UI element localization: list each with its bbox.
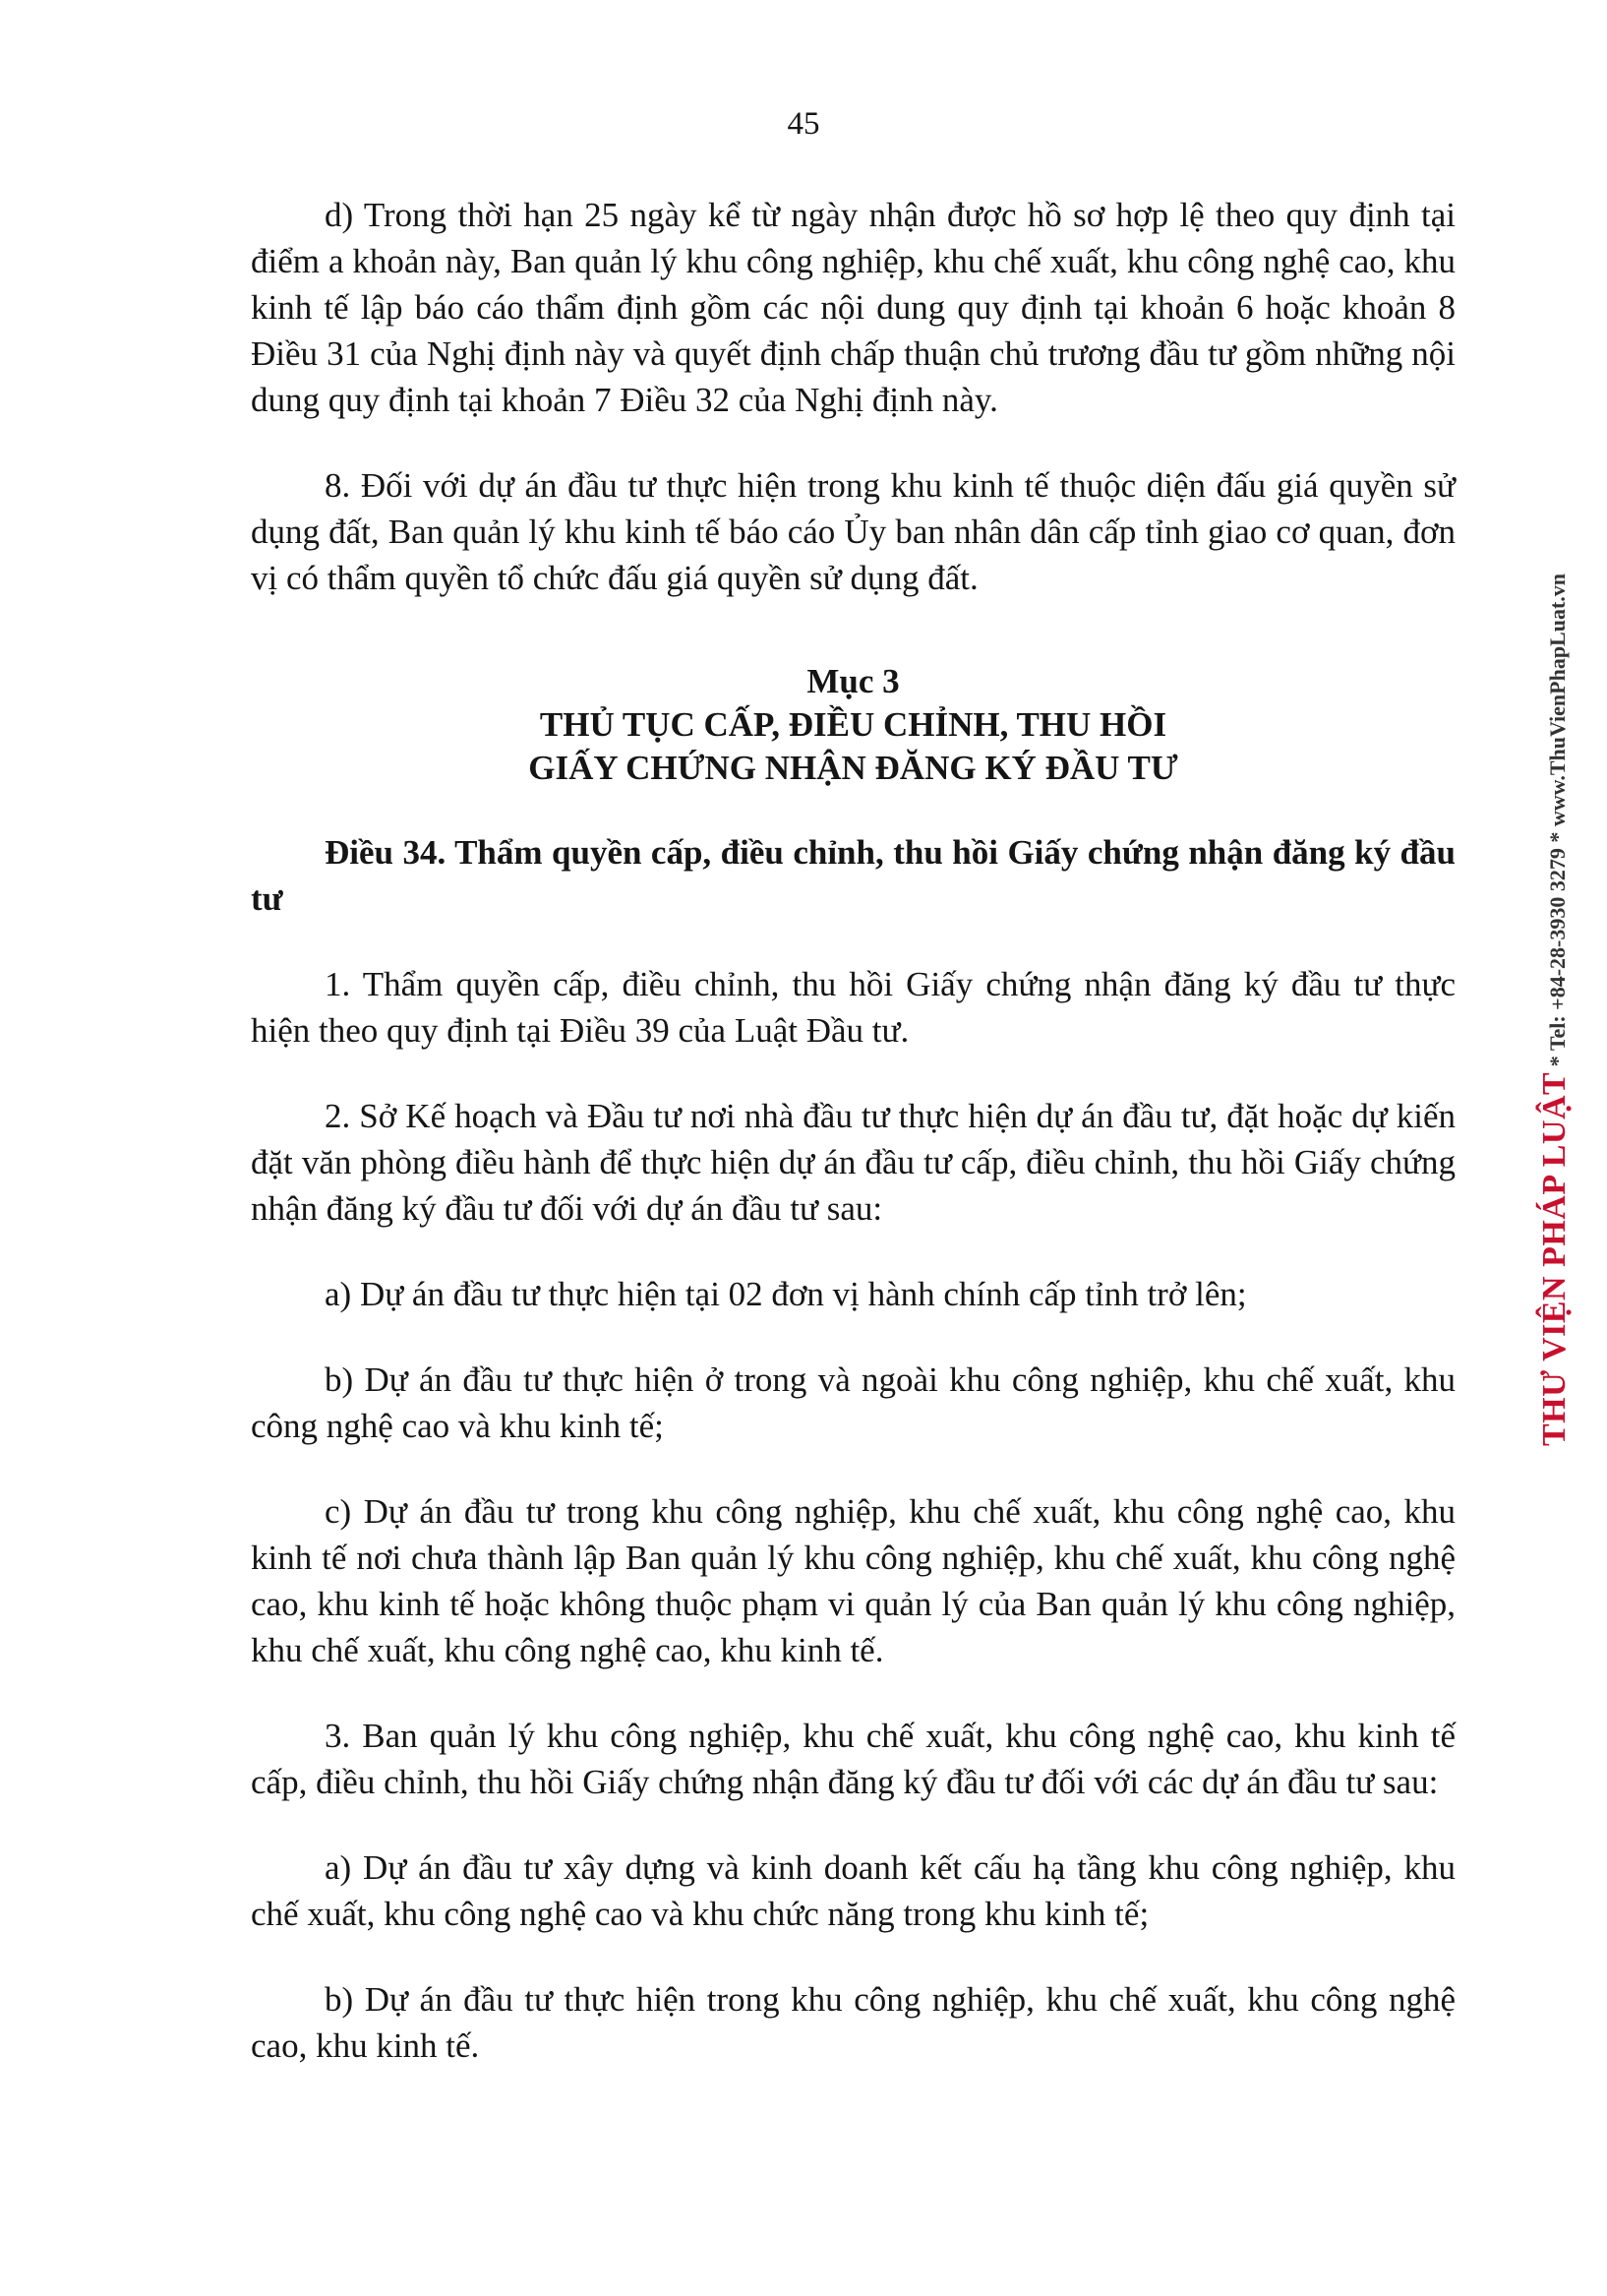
paragraph-2c: c) Dự án đầu tư trong khu công nghiệp, khu chế xuất, khu công nghệ cao, khu kinh tế nơi chưa thành lập Ban quản lý khu công nghiệp, khu chế xuất, khu công nghệ cao, khu kinh tế hoặc không thuộc phạm vi quản lý của Ban quản lý khu công nghiệp, khu chế xuất, khu công nghệ cao, khu kinh tế. (251, 1492, 1456, 1669)
paragraph-2: 2. Sở Kế hoạch và Đầu tư nơi nhà đầu tư thực hiện dự án đầu tư, đặt hoặc dự kiến đặt văn phòng điều hành để thực hiện dự án đầu tư cấp, điều chỉnh, thu hồi Giấy chứng nhận đăng ký đầu tư đối với dự án đầu tư sau: (251, 1097, 1456, 1228)
paragraph-1: 1. Thẩm quyền cấp, điều chỉnh, thu hồi Giấy chứng nhận đăng ký đầu tư thực hiện theo quy định tại Điều 39 của Luật Đầu tư. (251, 965, 1456, 1050)
watermark-contact: * Tel: +84-28-3930 3279 * www.ThuVienPhapLuat.vn (1545, 573, 1570, 1067)
paragraph-2a: a) Dự án đầu tư thực hiện tại 02 đơn vị hành chính cấp tỉnh trở lên; (325, 1275, 1247, 1313)
paragraph-3: 3. Ban quản lý khu công nghiệp, khu chế xuất, khu công nghệ cao, khu kinh tế cấp, điều chỉnh, thu hồi Giấy chứng nhận đăng ký đầu tư đối với các dự án đầu tư sau: (251, 1717, 1456, 1801)
document-body (251, 192, 1456, 2108)
paragraph-3b: b) Dự án đầu tư thực hiện trong khu công nghiệp, khu chế xuất, khu công nghệ cao, khu kinh tế. (251, 1980, 1456, 2065)
page-number: 45 (787, 106, 820, 142)
paragraph-2b: b) Dự án đầu tư thực hiện ở trong và ngoài khu công nghiệp, khu chế xuất, khu công nghệ cao và khu kinh tế; (251, 1360, 1456, 1445)
paragraph-d: d) Trong thời hạn 25 ngày kể từ ngày nhận được hồ sơ hợp lệ theo quy định tại điểm a khoản này, Ban quản lý khu công nghiệp, khu chế xuất, khu công nghệ cao, khu kinh tế lập báo cáo thẩm định gồm các nội dung quy định tại khoản 6 hoặc khoản 8 Điều 31 của Nghị định này và quyết định chấp thuận chủ trương đầu tư gồm những nội dung quy định tại khoản 7 Điều 32 của Nghị định này. (251, 196, 1456, 419)
watermark (1536, 574, 1574, 1446)
paragraph-8: 8. Đối với dự án đầu tư thực hiện trong khu kinh tế thuộc diện đấu giá quyền sử dụng đất, Ban quản lý khu kinh tế báo cáo Ủy ban nhân dân cấp tỉnh giao cơ quan, đơn vị có thẩm quyền tổ chức đấu giá quyền sử dụng đất. (251, 466, 1456, 597)
watermark-brand: THƯ VIỆN PHÁP LUẬT (1536, 1071, 1573, 1446)
section-label: Mục 3 (806, 662, 900, 700)
section-title-line2: GIẤY CHỨNG NHẬN ĐĂNG KÝ ĐẦU TƯ (528, 749, 1178, 787)
paragraph-3a: a) Dự án đầu tư xây dựng và kinh doanh kết cấu hạ tầng khu công nghiệp, khu chế xuất, khu công nghệ cao và khu chức năng trong khu kinh tế; (251, 1848, 1456, 1933)
section-heading (251, 660, 1456, 790)
section-title-line1: THỦ TỤC CẤP, ĐIỀU CHỈNH, THU HỒI (539, 705, 1167, 744)
article-title: Điều 34. Thẩm quyền cấp, điều chỉnh, thu hồi Giấy chứng nhận đăng ký đầu tư (251, 833, 1456, 918)
